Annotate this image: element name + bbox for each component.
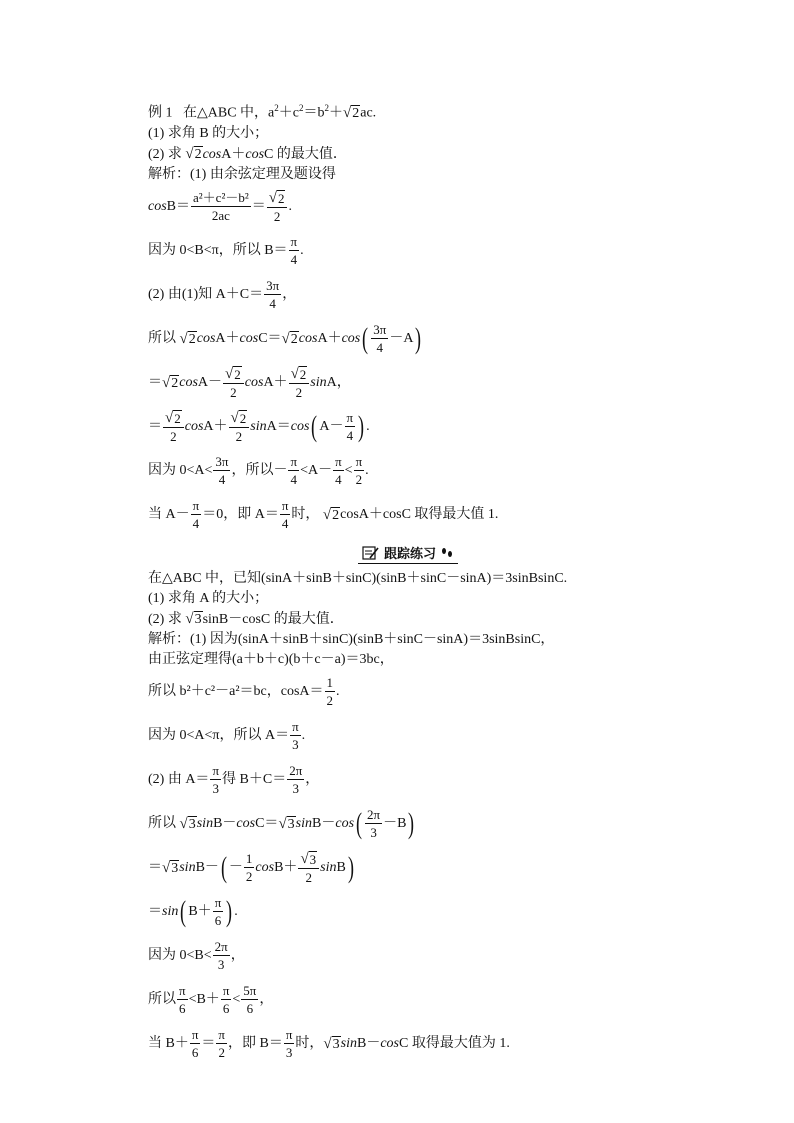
practice-transform-2: ＝ √ 3 sin B－ ( － $\frac{1}{2}$ cos B＋ √ 3 2 sin B ) — [148, 850, 354, 885]
solution-intro: 解析：(1) 由余弦定理及题设得 — [148, 166, 336, 182]
practice-solution-1: 解析：(1) 因为(sinA＋sinB＋sinC)(sinB＋sinC－sinA)＝3sinBsinC， — [148, 631, 555, 647]
question-2: (2) 求 √ 2 cosA＋cosC 的最大值． — [148, 145, 347, 162]
practice-BC-sum: (2) 由 A＝ $\frac{\pi}{3}$ 得 B＋C＝ $\frac{2\pi}{3}$ ， — [148, 763, 320, 797]
B-range: 因为 0<B<π，所以 B＝ $\frac{\pi}{4}$ . — [148, 234, 304, 268]
practice-conclusion: 当 B＋ $\frac{\pi}{6}$ ＝ $\frac{\pi}{2}$ ，即 B＝ $\frac{\pi}{3}$ 时， √ 3 sin B－ cos C 取得最大值为 1. — [148, 1027, 510, 1061]
practice-transform-3: ＝ sin ( B＋ $\frac{\pi}{6}$ ) . — [148, 894, 238, 929]
practice-B-range: 因为 0<B< $\frac{2\pi}{3}$ ， — [148, 939, 245, 973]
practice-B-plus-range: 所以 $\frac{\pi}{6}$ <B＋ $\frac{\pi}{6}$ < $\frac{5\pi}{6}$ ， — [148, 983, 274, 1017]
example-conclusion: 当 A－ $\frac{\pi}{4}$ ＝0，即 A＝ $\frac{\pi}{4}$ 时， √ 2 cosA＋cosC 取得最大值 1. — [148, 498, 499, 532]
example-stem: 例 1 在△ABC 中，$a^2+c^2=b^2+$ √ 2 ac. — [148, 103, 377, 121]
practice-solution-2: 由正弦定理得(a＋b＋c)(b＋c－a)＝3bc， — [148, 651, 394, 667]
practice-A-value: 因为 0<A<π，所以 A＝ $\frac{\pi}{3}$ . — [148, 719, 306, 753]
question-1: (1) 求角 B 的大小； — [148, 125, 269, 141]
transform-1: 所以 √ 2 cos A＋ cos C＝ √ 2 cos A＋ cos ( $\frac{3\pi}{4}$ －A ) — [148, 321, 422, 356]
practice-stem: 在△ABC 中，已知(sinA＋sinB＋sinC)(sinB＋sinC－sinA)＝3sinBsinC. — [148, 570, 568, 586]
banner-label: 跟踪练习 — [383, 547, 436, 563]
example-heading: 例 1 — [148, 105, 173, 121]
practice-question-2: (2) 求 √ 3 sinB－cosC 的最大值． — [148, 610, 344, 627]
footprints-icon — [440, 546, 454, 560]
A-range: 因为 0<A< $\frac{3\pi}{4}$ ，所以－ $\frac{\pi}{4}$ <A－ $\frac{\pi}{4}$ < $\frac{\pi}{2}$ . — [148, 454, 369, 488]
practice-question-1: (1) 求角 A 的大小； — [148, 590, 269, 606]
document-content — [148, 98, 668, 1066]
transform-3: ＝ √ 2 2 cos A＋ √ 2 2 sin A＝ cos ( A－ $\frac{\pi}{4}$ ) . — [148, 409, 370, 444]
practice-transform-1: 所以 √ 3 sin B－ cos C＝ √ 3 sin B－ cos ( $\frac{2\pi}{3}$ －B ) — [148, 806, 415, 841]
transform-2: ＝ √ 2 cos A－ √ 2 2 cos A＋ √ 2 2 sin A， — [148, 365, 351, 400]
cosB-formula: cos B ＝ $\frac{\text{a²＋c²－b²}}{2ac}$ ＝ √ 2 2 . — [148, 189, 292, 224]
practice-banner — [148, 541, 668, 567]
sqrt-symbol: √ 2 — [343, 104, 360, 121]
AC-sum: (2) 由(1)知 A＋C＝ $\frac{3\pi}{4}$ ， — [148, 278, 297, 312]
pencil-notebook-icon — [362, 545, 380, 561]
cosA-value: 所以 b²＋c²－a²＝bc，cosA＝ $\frac{1}{2}$ . — [148, 675, 340, 709]
